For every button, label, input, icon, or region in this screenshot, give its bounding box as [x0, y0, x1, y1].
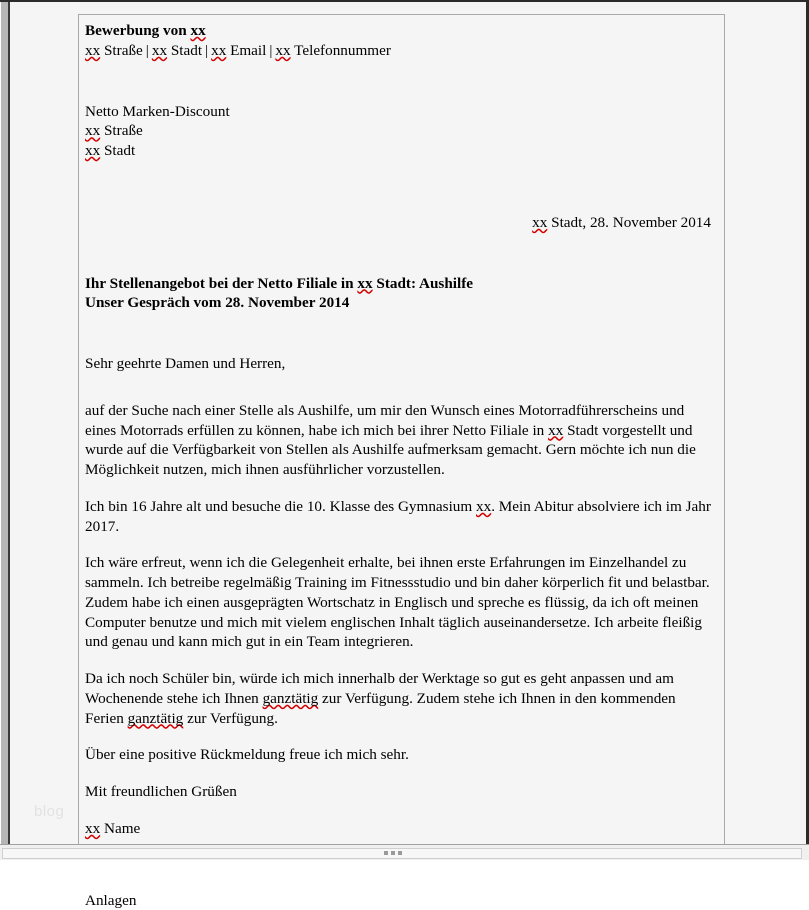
horizontal-scrollbar[interactable]	[0, 844, 809, 860]
body-paragraph-4	[85, 669, 714, 728]
body-paragraph-5: Über eine positive Rückmeldung freue ich mich sehr.	[85, 745, 714, 765]
recipient-city-placeholder: xx	[85, 142, 100, 159]
dateline-place-placeholder: xx	[532, 214, 547, 231]
recipient-street-placeholder: xx	[85, 122, 100, 139]
contact-street-placeholder: xx	[85, 42, 100, 59]
spacer-before-subject	[85, 233, 714, 274]
grip-dot-3	[398, 851, 402, 855]
contact-city-placeholder: xx	[152, 42, 167, 59]
subject-line-1-part-b: Stadt: Aushilfe	[376, 275, 473, 292]
applicant-title	[85, 21, 714, 41]
grip-dot-1	[384, 851, 388, 855]
page-sheet	[10, 2, 806, 845]
vertical-scrollbar-gutter[interactable]	[0, 2, 10, 847]
body-p1-part-b: Stadt vorgestellt und wurde auf die Verfügbarkeit von Stellen als Aushilfe aufmerksam gemacht. Gern möchte ich nun die Möglichkeit nutzen, mich ihnen ausführlicher vorzustellen.	[85, 422, 696, 479]
horizontal-scrollbar-track[interactable]	[2, 848, 802, 859]
document-text-frame[interactable]	[78, 14, 725, 852]
body-p4-misspelling-2: ganztätig	[128, 710, 184, 727]
recipient-company: Netto Marken-Discount	[85, 102, 714, 122]
body-p4-part-b: zur Verfügung. Zudem stehe ich Ihnen in den kommenden Ferien	[85, 690, 676, 727]
applicant-title-text: Bewerbung von	[85, 22, 187, 39]
grip-dot-2	[391, 851, 395, 855]
dateline-text: Stadt, 28. November 2014	[551, 214, 711, 231]
signature-line	[85, 819, 714, 839]
spacer-after-header	[85, 61, 714, 102]
dateline	[85, 213, 714, 233]
subject-line-2: Unser Gespräch vom 28. November 2014	[85, 293, 714, 313]
body-p1-city-placeholder: xx	[548, 422, 563, 439]
spacer-after-salutation	[85, 374, 714, 401]
subject-line-1	[85, 274, 714, 294]
contact-email-placeholder: xx	[211, 42, 226, 59]
spacer-before-salutation	[85, 313, 714, 354]
subject-line-1-part-a: Ihr Stellenangebot bei der Netto Filiale in	[85, 275, 354, 292]
salutation: Sehr geehrte Damen und Herren,	[85, 354, 714, 374]
scrollbar-grip-dots[interactable]	[384, 851, 402, 855]
recipient-street-label: Straße	[104, 122, 143, 139]
attachments-label: Anlagen	[85, 891, 714, 910]
recipient-street	[85, 121, 714, 141]
body-p2-part-a: Ich bin 16 Jahre alt und besuche die 10. Klasse des Gymnasium	[85, 498, 472, 515]
contact-street-label: Straße	[104, 42, 143, 59]
body-p4-misspelling-1: ganztätig	[263, 690, 319, 707]
blog-watermark: blog	[34, 803, 64, 820]
body-p2-school-placeholder: xx	[476, 498, 491, 515]
signature-name-label: Name	[104, 820, 140, 837]
body-paragraph-2	[85, 497, 714, 537]
contact-separator-3: |	[266, 41, 275, 61]
body-p1-part-a: auf der Suche nach einer Stelle als Aushilfe, um mir den Wunsch eines Motorradführerscheins und eines Motorrads erfüllen zu können, habe ich mich bei ihrer Netto Filiale in	[85, 402, 684, 439]
spacer-before-dateline	[85, 161, 714, 213]
document-body	[79, 15, 724, 910]
body-p4-part-c: zur Verfügung.	[187, 710, 278, 727]
contact-email-label: Email	[230, 42, 266, 59]
applicant-name-placeholder: xx	[190, 22, 205, 39]
closing-greeting: Mit freundlichen Grüßen	[85, 782, 714, 802]
body-paragraph-1	[85, 401, 714, 480]
body-paragraph-3: Ich wäre erfreut, wenn ich die Gelegenheit erhalte, bei ihnen erste Erfahrungen im Einzelhandel zu sammeln. Ich betreibe regelmäßig Training im Fitnessstudio und bin daher körperlich fit und belastbar. Zudem habe ich einen ausgeprägten Wortschatz in Englisch und spreche es flüssig, da ich oft meinen Computer benutze und mich mit vielem englischen Inhalt täglich auseinandersetze. Ich arbeite fleißig und genau und kann mich gut in ein Team integrieren.	[85, 553, 714, 652]
contact-phone-placeholder: xx	[275, 42, 290, 59]
recipient-city-label: Stadt	[104, 142, 135, 159]
contact-separator-1: |	[143, 41, 152, 61]
recipient-city	[85, 141, 714, 161]
contact-separator-2: |	[202, 41, 211, 61]
subject-city-placeholder: xx	[357, 275, 372, 292]
signature-name-placeholder: xx	[85, 820, 100, 837]
contact-city-label: Stadt	[171, 42, 202, 59]
body-p4-part-a: Da ich noch Schüler bin, würde ich mich innerhalb der Werktage so gut es geht anpassen und am Wochenende stehe ich Ihnen	[85, 670, 674, 707]
applicant-contact-line	[85, 41, 714, 61]
contact-phone-label: Telefonnummer	[294, 42, 391, 59]
body-p2-part-b: . Mein Abitur absolviere ich im Jahr 2017.	[85, 498, 711, 535]
